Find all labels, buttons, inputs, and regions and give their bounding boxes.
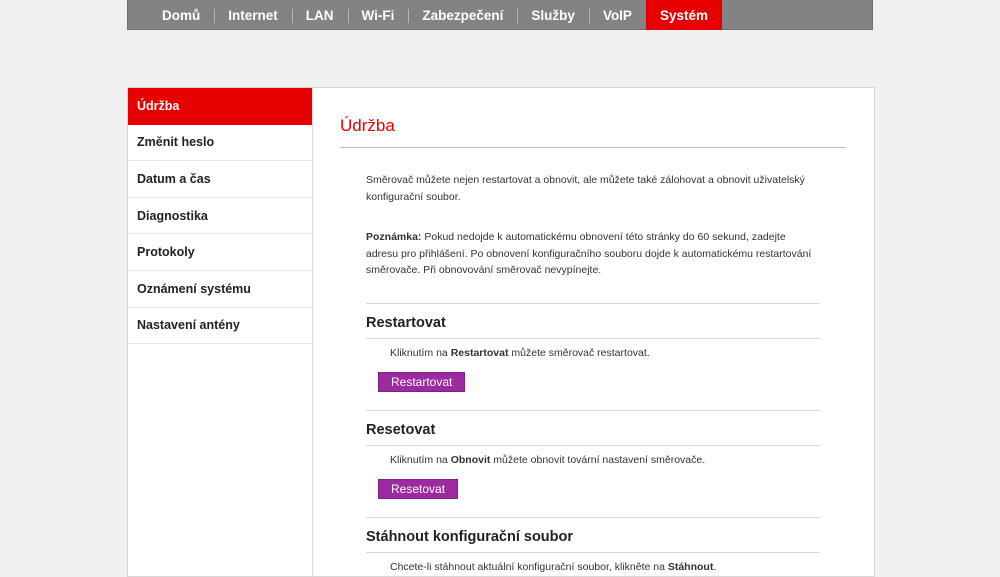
reset-description: [390, 454, 820, 466]
reset-heading: Resetovat: [366, 411, 820, 446]
restart-desc-post: můžete směrovač restartovat.: [508, 346, 650, 359]
top-nav-bar: [127, 0, 873, 30]
sidebar-item-logs[interactable]: Protokoly: [128, 234, 312, 271]
sidebar-item-system-notifications[interactable]: Oznámení systému: [128, 271, 312, 308]
download-description: [390, 561, 820, 573]
download-desc-bold: Stáhnout: [667, 560, 714, 573]
restart-description: [390, 347, 820, 359]
nav-item-home[interactable]: Domů: [162, 7, 201, 23]
content-area: [340, 88, 846, 573]
intro-text: Směrovač můžete nejen restartovat a obnovit, ale můžete také zálohovat a obnovit uživatelský konfigurační soubor.: [366, 174, 805, 203]
nav-item-services[interactable]: Služby: [517, 0, 589, 30]
reset-button[interactable]: Resetovat: [378, 479, 458, 499]
main-nav: [148, 0, 722, 30]
sidebar-item-diagnostics[interactable]: Diagnostika: [128, 198, 312, 235]
main-panel: [127, 87, 875, 577]
sidebar-item-maintenance[interactable]: Údržba: [128, 88, 312, 125]
download-heading: Stáhnout konfigurační soubor: [366, 518, 820, 553]
download-section: [366, 517, 820, 573]
restart-heading: Restartovat: [366, 304, 820, 339]
sidebar-item-change-password[interactable]: Změnit heslo: [128, 125, 312, 162]
restart-desc-pre: Kliknutím na: [390, 346, 451, 359]
nav-item-internet[interactable]: Internet: [214, 0, 292, 30]
page-title: Údržba: [340, 116, 846, 148]
nav-item-lan[interactable]: LAN: [292, 0, 348, 30]
restart-button[interactable]: Restartovat: [378, 372, 465, 392]
nav-item-system[interactable]: Systém: [646, 0, 722, 30]
sidebar-item-date-time[interactable]: Datum a čas: [128, 161, 312, 198]
restart-section: [366, 303, 820, 392]
sidebar-item-antenna-settings[interactable]: Nastavení antény: [128, 308, 312, 345]
sidebar: [128, 88, 313, 576]
note-text: [366, 229, 820, 279]
nav-item-voip[interactable]: VoIP: [589, 0, 646, 30]
download-desc-post: .: [713, 560, 717, 573]
restart-desc-bold: Restartovat: [450, 346, 509, 359]
nav-item-wifi[interactable]: Wi-Fi: [348, 0, 409, 30]
reset-desc-post: můžete obnovit tovární nastavení směrovače.: [490, 453, 706, 466]
reset-desc-bold: Obnovit: [450, 453, 491, 466]
download-desc-pre: Chcete-li stáhnout aktuální konfigurační soubor, klikněte na: [390, 560, 668, 573]
note-label: Poznámka:: [366, 231, 422, 243]
nav-item-security[interactable]: Zabezpečení: [408, 0, 517, 30]
note-body: Pokud nedojde k automatickému obnovení této stránky do 60 sekund, zadejte adresu pro přihlášení. Po obnovení konfiguračního souboru dojde k automatickému restartování směrovače. Při obnovování směrovač nevypínejte.: [366, 231, 812, 276]
reset-desc-pre: Kliknutím na: [390, 453, 451, 466]
reset-section: [366, 410, 820, 499]
content-inner: [366, 172, 820, 573]
